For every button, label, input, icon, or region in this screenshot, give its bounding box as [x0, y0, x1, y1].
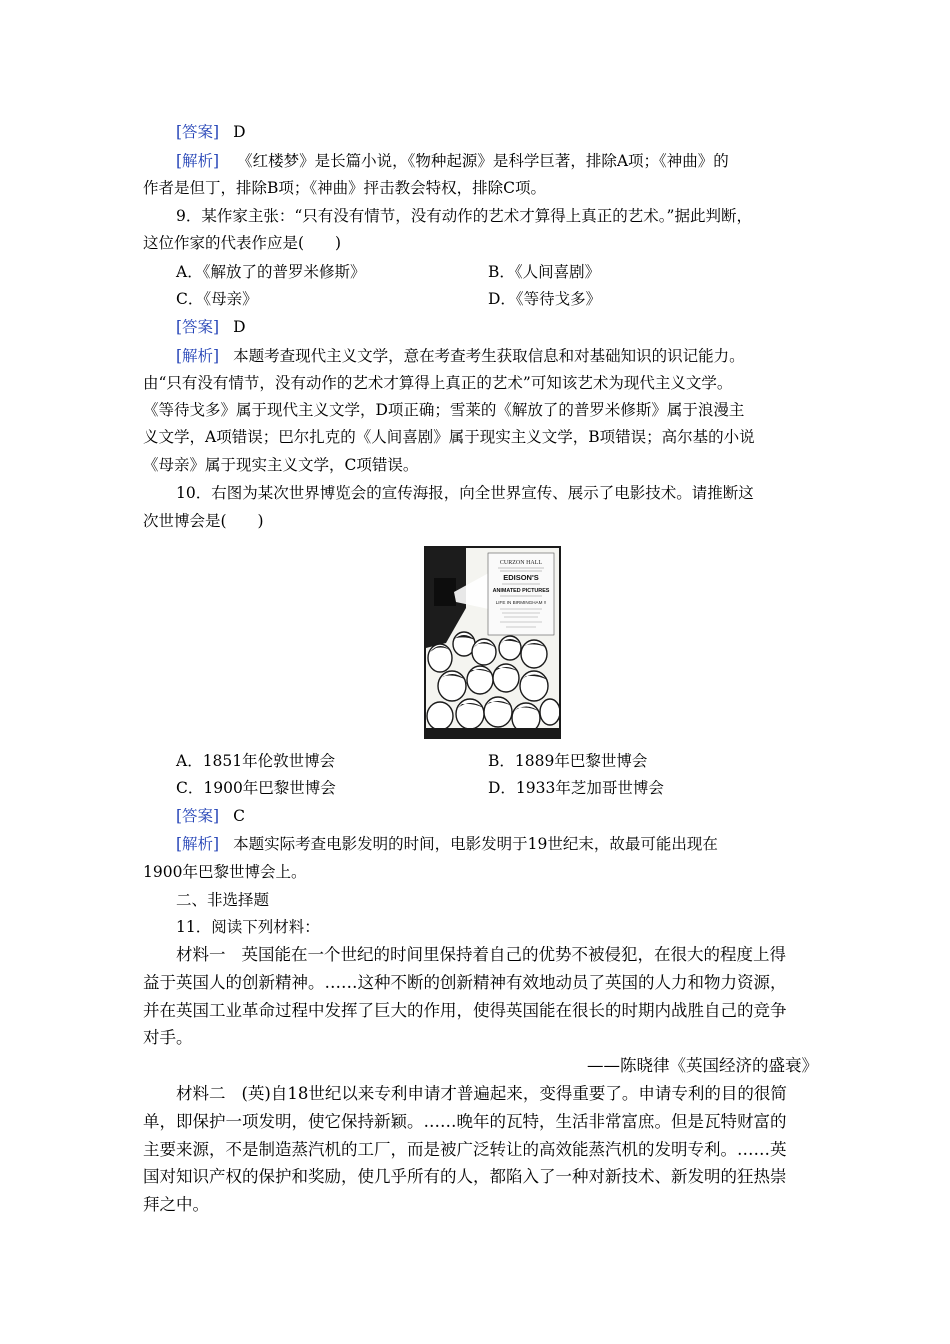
material-2-line-1	[176, 1083, 787, 1105]
material-2-text-1: (英)自18世纪以来专利申请才普遍起来，变得重要了。申请专利的目的很简	[241, 1084, 787, 1103]
q8-analysis-line-1	[176, 150, 729, 172]
material-1-line-4: 对手。	[143, 1028, 193, 1047]
poster-line-4: LIFE IN BIRMINGHAM !!	[495, 600, 547, 605]
answer-tag: [答案]	[176, 123, 220, 141]
analysis-tag: [解析]	[176, 347, 220, 365]
material-2-line-4: 国对知识产权的保护和奖励，使几乎所有的人，都陷入了一种对新技术、新发明的狂热崇	[143, 1167, 787, 1186]
material-1-text-1: 英国能在一个世纪的时间里保持着自己的优势不被侵犯，在很大的程度上得	[241, 945, 786, 964]
answer-value: C	[233, 807, 245, 825]
q10-option-b: B．1889年巴黎世博会	[488, 752, 648, 770]
material-1-source: ——陈晓律《英国经济的盛衰》	[587, 1056, 818, 1075]
material-1-line-2: 益于英国人的创新精神。……这种不断的创新精神有效地动员了英国的人力和物力资源，	[143, 973, 787, 992]
q8-analysis-line-2: 作者是但丁，排除B项；《神曲》抨击教会特权，排除C项。	[143, 179, 547, 197]
poster-line-3: ANIMATED PICTURES	[492, 588, 550, 594]
material-1-line-1	[176, 944, 786, 966]
q11-stem: 11．阅读下列材料：	[176, 918, 320, 936]
analysis-text: 本题考查现代主义文学，意在考查考生获取信息和对基础知识的识记能力。	[233, 347, 745, 365]
q10-option-d: D．1933年芝加哥世博会	[488, 779, 664, 797]
q8-answer-line	[176, 121, 246, 143]
q9-analysis-line-4: 义文学，A项错误；巴尔扎克的《人间喜剧》属于现实主义文学，B项错误；高尔基的小说	[143, 428, 755, 446]
q10-stem-line-2: 次世博会是( )	[143, 512, 264, 530]
q9-stem-line-2: 这位作家的代表作应是( )	[143, 234, 342, 252]
q9-analysis-line-3: 《等待戈多》属于现代主义文学，D项正确；雪莱的《解放了的普罗米修斯》属于浪漫主	[143, 401, 745, 419]
answer-tag: [答案]	[176, 807, 220, 825]
poster-line-1: CURZON HALL	[499, 560, 543, 566]
material-2-label: 材料二	[176, 1084, 226, 1103]
q10-option-c: C．1900年巴黎世博会	[176, 779, 336, 797]
q9-stem-line-1: 9．某作家主张：“只有没有情节，没有动作的艺术才算得上真正的艺术。”据此判断，	[176, 207, 752, 225]
analysis-text: 《红楼梦》是长篇小说，《物种起源》是科学巨著，排除A项；《神曲》的	[237, 152, 729, 170]
material-2-line-3: 主要来源，不是制造蒸汽机的工厂，而是被广泛转让的高效能蒸汽机的发明专利。……英	[143, 1140, 787, 1159]
q9-analysis-line-1	[176, 345, 745, 367]
q9-answer-line	[176, 316, 246, 338]
material-1-label: 材料一	[176, 945, 226, 964]
answer-tag: [答案]	[176, 318, 220, 336]
answer-value: D	[233, 318, 246, 336]
analysis-text: 本题实际考查电影发明的时间，电影发明于19世纪末，故最可能出现在	[233, 835, 718, 853]
q10-analysis-line-2: 1900年巴黎世博会上。	[143, 863, 307, 881]
poster-illustration	[426, 548, 559, 737]
analysis-tag: [解析]	[176, 835, 220, 853]
material-2-line-5: 拜之中。	[143, 1195, 209, 1214]
q9-option-b: B．《人间喜剧》	[488, 263, 601, 281]
q10-stem-line-1: 10．右图为某次世界博览会的宣传海报，向全世界宣传、展示了电影技术。请推断这	[176, 484, 754, 502]
answer-value: D	[233, 123, 246, 141]
q10-analysis-line-1	[176, 833, 718, 855]
q10-answer-line	[176, 805, 245, 827]
analysis-tag: [解析]	[176, 152, 220, 170]
q9-analysis-line-2: 由“只有没有情节，没有动作的艺术才算得上真正的艺术”可知该艺术为现代主义文学。	[143, 374, 733, 392]
q9-option-a: A．《解放了的普罗米修斯》	[176, 263, 366, 281]
q9-analysis-line-5: 《母亲》属于现实主义文学，C项错误。	[143, 456, 419, 474]
poster-line-2: EDISON'S	[503, 573, 539, 582]
q9-option-d: D．《等待戈多》	[488, 290, 602, 308]
section-heading: 二、非选择题	[176, 891, 270, 909]
material-2-line-2: 单，即保护一项发明，使它保持新颖。……晚年的瓦特，生活非常富庶。但是瓦特财富的	[143, 1112, 787, 1131]
q9-option-c: C．《母亲》	[176, 290, 258, 308]
material-1-line-3: 并在英国工业革命过程中发挥了巨大的作用，使得英国能在很长的时期内战胜自己的竞争	[143, 1001, 787, 1020]
exposition-poster-image	[424, 546, 561, 739]
q10-option-a: A．1851年伦敦世博会	[176, 752, 336, 770]
